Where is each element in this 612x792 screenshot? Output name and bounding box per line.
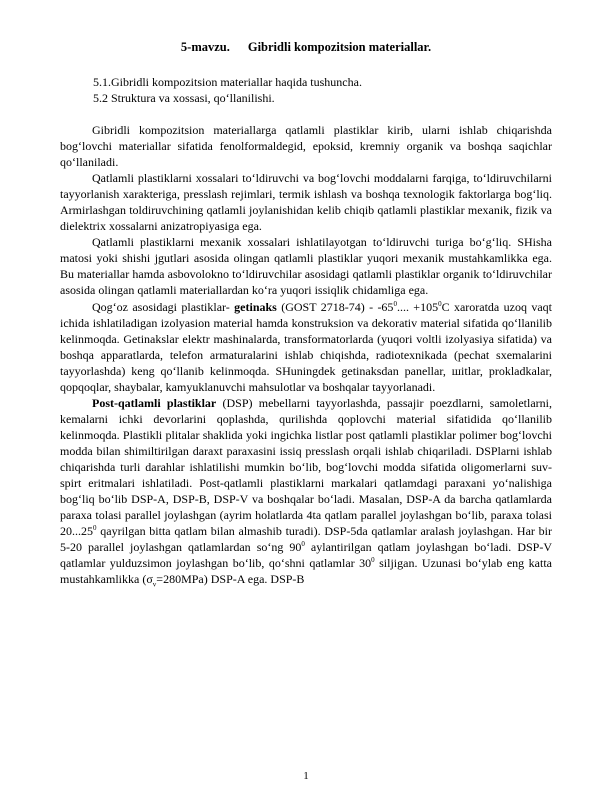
paragraph-2: Qatlamli plastiklarni xossalari to‘ldiruvchi va bog‘lovchi moddalarni farqiga, to‘ldiruvchilarni tayyorlanish xarakteriga, presslash rejimlari, termik ishlash va boshqa texnologik faktorlarga bog‘liq. Armirlashgan toldiruvchining qatlamli joylanishidan kelib chiqib qatlamli plastiklar mexanik, fizik va dielektrix xossalarni anizatropiyasiga ega. xyxy=(60,171,552,234)
topic-name: Gibridli kompozitsion materiallar. xyxy=(247,40,432,54)
text-run: siljigan. Uzunasi bo‘ylab eng katta mustahkamlikka (σ xyxy=(60,556,552,587)
text-run: (DSP) mebellarni tayyorlashda, passajir poezdlarni, samoletlarni, kemalarni ichki devorlarini qoplashda, qurilishda qoplovchi material sifatidida qo‘llanilib kelinmoqda. Plastikli plitalar shaklida yoki ingichka listlar post qatlamli plastiklar polimer bog‘lovchi modda bilan shimiltirilgan daraxt paraxasini issiq presslash orqali ishlab chiqariladi. DSPlarni ishlab chiqarishda turli darahlar ishlatilishi mumkin bo‘lib, bog‘lovchi modda sifatida oligomerlarni suv-spirt eritmalari ishlatiladi. Post-qatlamli plastiklarni markalari qatlamdagi paraxani yo‘nalishiga bog‘liq bo‘lib DSP-A, DSP-B, DSP-V va boshqalar bo‘ladi. Masalan, DSP-A da barcha qatlamlarda paraxa tolasi parallel joylashgan (ayrim holatlarda 4ta qatlam parallel joylashgan bo‘lib, paraxa tolasi 20...25 xyxy=(60,395,552,539)
text-run: aylantirilgan qatlam joylashgan bo‘ladi. DSP-V qatlamlar yulduzsimon joylashgan bo‘lib, qo‘shni qatlamlar 30 xyxy=(60,540,552,571)
text-run: qayrilgan bitta qatlam bilan almashib turadi). DSP-5da qatlamlar aralash joylashgan. Har bir 5-20 parallel joylashgan qatlamlardan so‘ng 90 xyxy=(60,524,552,555)
subscript: v xyxy=(152,580,157,589)
paragraph-1: Gibridli kompozitsion materiallarga qatlamli plastiklar kirib, ularni ishlab chiqarishda bog‘lovchi materiallar sifatida fenolformaldegid, epoksid, kremniy organik va boshqa saqichlar qo‘llaniladi. xyxy=(60,123,552,170)
bold-term-post-layered: Post-qatlamli plastiklar xyxy=(92,395,217,410)
page-number: 1 xyxy=(303,770,309,782)
body-text xyxy=(60,122,552,587)
degree-sup: 0 xyxy=(393,299,397,308)
text-run: .... +105 xyxy=(396,299,439,314)
paragraph-4 xyxy=(60,299,552,395)
table-of-contents xyxy=(93,74,362,106)
page-title xyxy=(0,40,612,55)
toc-item: 5.1.Gibridli kompozitsion materiallar haqida tushuncha. xyxy=(93,75,362,89)
bold-term-getinaks: getinaks xyxy=(234,299,277,314)
degree-sup: 0 xyxy=(301,540,305,549)
toc-item: 5.2 Struktura va xossasi, qo‘llanilishi. xyxy=(93,91,275,105)
paragraph-5 xyxy=(60,395,552,588)
text-run: =280MPa) DSP-A ega. DSP-B xyxy=(156,572,305,587)
topic-number: 5-mavzu. xyxy=(180,40,230,54)
text-run: C xaroratda uzoq vaqt ichida ishlatiladigan izolyasion material hamda konstruksion va dekorativ material sifatida qo‘llanilib kelinmoqda. Getinakslar elektr mashinalarda, transformatorlarda (yuqori voltli izolyasiya sifatida) va boshqa apparatlarda, telefon armaturalarini ishlab chiqishda, radiotexnikada (pechat sxemalarini tayyorlashda) keng qo‘llanib kelinmoqda. SHuningdek getinaksdan panellar, шitlar, prokladkalar, qopqoqlar, shaybalar, kamyuklanuvchi mahsulotlar va boshqalar tayyorlanadi. xyxy=(60,299,552,394)
text-run: Qog‘oz asosidagi plastiklar- xyxy=(92,299,235,314)
degree-sup: 0 xyxy=(371,556,375,565)
paragraph-3: Qatlamli plastiklarni mexanik xossalari ishlatilayotgan to‘ldiruvchi turiga bo‘g‘liq. SHisha matosi yoki shishi jgutlari asosida olingan qatlamli plastiklar yuqori mexanik mustahkamlikka ega. Bu materiallar hamda asbovolokno to‘ldiruvchilar asosidagi qatlamli plastiklar organik to‘ldiruvchilar asosida olingan qatlamli materiallardan ko‘ra yuqori issiqlik chidamliga ega. xyxy=(60,235,552,298)
text-run: (GOST 2718-74) - -65 xyxy=(276,299,394,314)
degree-sup: 0 xyxy=(93,524,97,533)
degree-sup: 0 xyxy=(438,299,442,308)
